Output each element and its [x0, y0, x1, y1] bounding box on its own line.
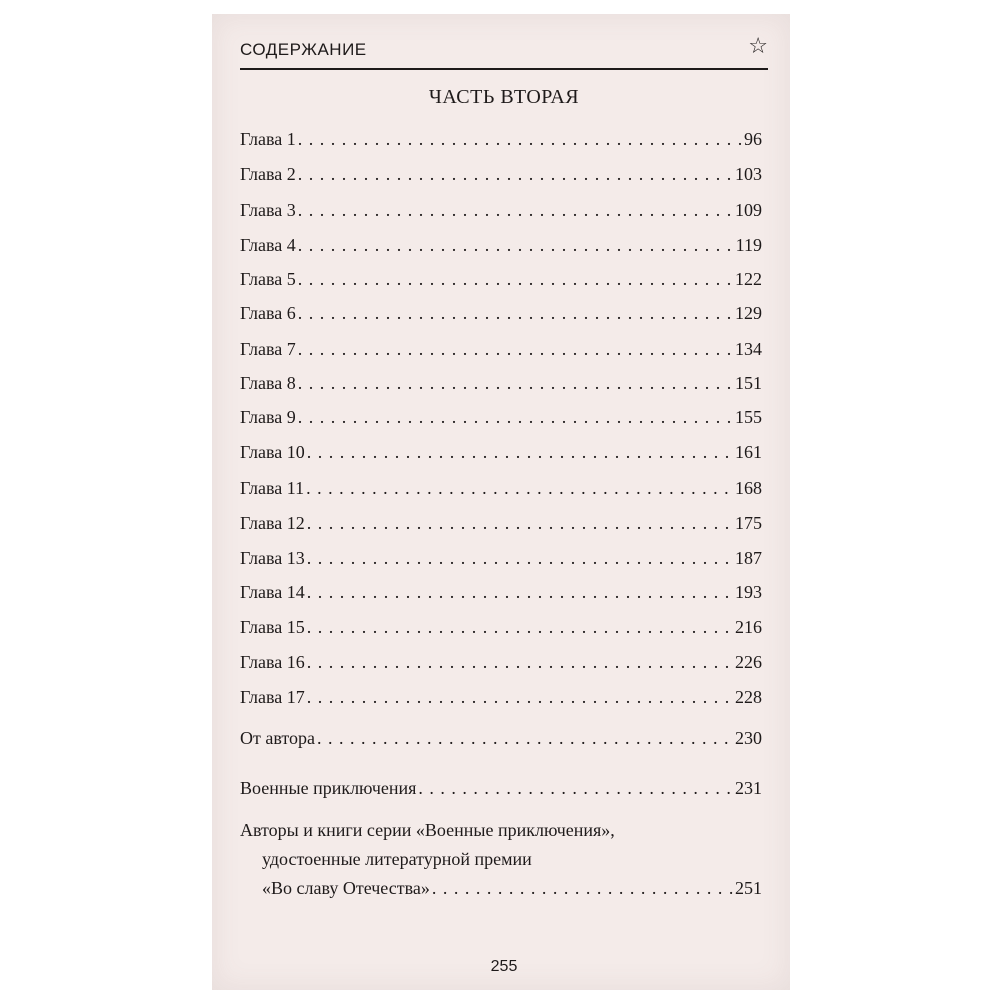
toc-entry[interactable] [240, 649, 762, 675]
toc-entry-label: Глава 11 [240, 478, 305, 498]
toc-entry-page: 226 [735, 652, 762, 672]
dot-leader [298, 232, 734, 258]
toc-entry-label: Глава 17 [240, 687, 305, 707]
dot-leader [418, 775, 733, 801]
toc-entry-authors-line1: Авторы и книги серии «Военные приключения», [240, 820, 615, 840]
dot-leader [307, 579, 733, 605]
dot-leader [307, 684, 733, 710]
toc-entry[interactable] [240, 510, 762, 536]
toc-entry-label: Глава 9 [240, 407, 296, 427]
toc-entry-page: 231 [735, 778, 762, 798]
toc-entry-page: 129 [735, 303, 762, 323]
toc-entry-label: Глава 7 [240, 339, 296, 359]
toc-entry[interactable] [240, 475, 762, 501]
toc-entry-label: Глава 15 [240, 617, 305, 637]
toc-entry-page: 168 [735, 478, 762, 498]
dot-leader [298, 197, 733, 223]
running-head [240, 34, 768, 70]
toc-entry-authors-line3: «Во славу Отечества» [262, 878, 430, 898]
toc-entry-label: Глава 13 [240, 548, 305, 568]
toc-entry-page: 155 [735, 407, 762, 427]
toc-entry-label: Глава 4 [240, 235, 296, 255]
toc-entry[interactable] [240, 404, 762, 430]
toc-entry-page: 193 [735, 582, 762, 602]
page-number: 255 [490, 958, 518, 975]
toc-entry[interactable] [240, 370, 762, 396]
toc-entry-label: Глава 1 [240, 129, 296, 149]
toc-entry[interactable] [240, 161, 762, 187]
toc-entry-page: 228 [735, 687, 762, 707]
dot-leader [307, 614, 733, 640]
toc-entry[interactable] [240, 439, 762, 465]
toc-entry[interactable] [240, 300, 762, 326]
toc-entry-label: Глава 14 [240, 582, 305, 602]
toc-entry-label: Глава 6 [240, 303, 296, 323]
dot-leader [298, 300, 733, 326]
toc-entry-page: 216 [735, 617, 762, 637]
toc-entry-label: Глава 2 [240, 164, 296, 184]
toc-entry-label: Глава 8 [240, 373, 296, 393]
star-outline-icon: ☆ [748, 34, 768, 59]
toc-entry-label: Глава 12 [240, 513, 305, 533]
toc-entry-authors-line2: удостоенные литературной премии [262, 849, 532, 869]
toc-entry[interactable] [240, 197, 762, 223]
dot-leader [298, 161, 733, 187]
toc-entry-page: 230 [735, 728, 762, 748]
toc-entry[interactable] [240, 545, 762, 571]
toc-entry[interactable] [240, 266, 762, 292]
toc-entry-page: 109 [735, 200, 762, 220]
dot-leader [307, 649, 733, 675]
dot-leader [307, 510, 733, 536]
dot-leader [298, 336, 733, 362]
running-title: СОДЕРЖАНИЕ [240, 40, 367, 59]
part-title: ЧАСТЬ ВТОРАЯ [428, 86, 580, 108]
toc-entry[interactable] [240, 336, 762, 362]
dot-leader [298, 266, 733, 292]
toc-entry[interactable] [240, 684, 762, 710]
toc-entry[interactable] [240, 232, 762, 258]
dot-leader [298, 126, 742, 152]
dot-leader [298, 370, 733, 396]
toc-entry-label: Глава 16 [240, 652, 305, 672]
dot-leader [307, 545, 733, 571]
toc-entry-label: От автора [240, 728, 316, 748]
toc-entry-page: 251 [735, 878, 762, 898]
dot-leader [317, 725, 733, 751]
toc-entry-page: 161 [735, 442, 762, 462]
toc-entry-page: 134 [735, 339, 762, 359]
toc-entry[interactable] [240, 579, 762, 605]
toc-entry-authors-line3-row [240, 874, 762, 903]
toc-entry[interactable] [240, 126, 762, 152]
toc-entry-label: Военные приключения [240, 778, 417, 798]
toc-entry-label: Глава 3 [240, 200, 296, 220]
toc-entry[interactable] [240, 775, 762, 801]
toc-entry-authors[interactable] [240, 816, 762, 903]
toc-entry-label: Глава 5 [240, 269, 296, 289]
toc-entry-page: 151 [735, 373, 762, 393]
toc-entry-page: 96 [744, 129, 762, 149]
dot-leader [306, 475, 733, 501]
toc-entry-page: 122 [735, 269, 762, 289]
toc-entry-page: 103 [735, 164, 762, 184]
toc-entry-page: 187 [735, 548, 762, 568]
dot-leader [298, 404, 733, 430]
toc-entry-page: 175 [735, 513, 762, 533]
toc-entry-page: 119 [735, 235, 762, 255]
toc-entry-label: Глава 10 [240, 442, 305, 462]
dot-leader [432, 874, 733, 903]
dot-leader [307, 439, 733, 465]
toc-entry[interactable] [240, 614, 762, 640]
toc-entry[interactable] [240, 725, 762, 751]
